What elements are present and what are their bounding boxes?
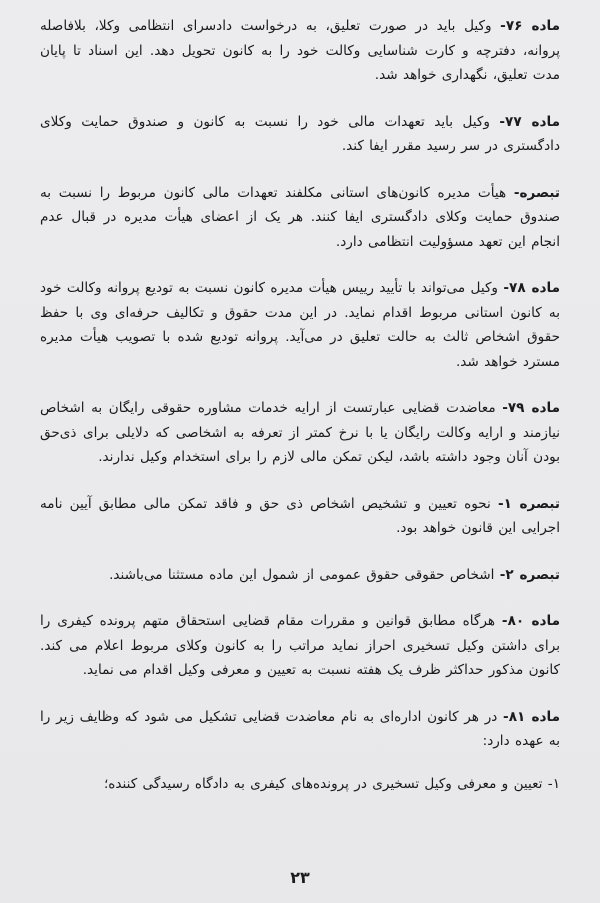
article-77 [40, 110, 560, 159]
article-text: وکیل می‌تواند با تأیید رییس هیأت مدیره کانون نسبت به تودیع پروانه وکالت خود به کانون استانی مربوط اقدام نماید. در این مدت حقوق و تکالیف حرفه‌ای وی با حفظ حقوق اشخاص ثالث به حالت تعلیق در می‌آید. پروانه تودیع شده با تصویب هیأت مدیره مسترد خواهد شد. [40, 280, 560, 370]
note-text: هیأت مدیره کانون‌های استانی مکلفند تعهدات مالی کانون مربوط را نسبت به صندوق حمایت وکلای دادگستری ایفا کنند. هر یک از اعضای هیأت مدیره در قبال عدم انجام این تعهد مسؤولیت انتظامی دارد. [40, 184, 560, 250]
article-label: ماده ۷۸- [503, 280, 560, 296]
note-label: تبصره- [513, 184, 560, 201]
page-number: ۲۳ [290, 868, 310, 887]
article-text: معاضدت قضایی عبارتست از ارایه خدمات مشاوره حقوقی رایگان به اشخاص نیازمند و ارایه وکالت رایگان یا با نرخ کمتر از تعرفه به اشخاصی که دلایلی برای ذی‌حق بودن آنان وجود داشته باشد، لیکن تمکن مالی لازم را برای استخدام وکیل ندارند. [40, 400, 560, 465]
note-text: نحوه تعیین و تشخیص اشخاص ذی حق و فاقد تمکن مالی مطابق آیین نامه اجرایی این قانون خواهد بود. [40, 495, 560, 536]
article-label: ماده ۷۶- [500, 18, 560, 34]
note-label: تبصره ۱- [497, 495, 560, 512]
article-text: در هر کانون اداره‌ای به نام معاضدت قضایی تشکیل می شود که وظایف زیر را به عهده دارد: [40, 708, 560, 749]
article-76 [40, 14, 560, 88]
article-78 [40, 276, 560, 374]
article-label: ماده ۷۹- [502, 400, 560, 416]
article-text: وکیل باید در صورت تعلیق، به درخواست دادسرای انتظامی وکلا، بلافاصله پروانه، دفترچه و کارت شناسایی وکالت خود را به کانون تحویل دهد. این اسناد تا پایان مدت تعلیق، نگهداری خواهد شد. [40, 18, 560, 83]
article-text: هرگاه مطابق قوانین و مقررات مقام قضایی استحقاق متهم پرونده کیفری را برای داشتن وکیل تسخیری احراز نماید مراتب را به کانون وکلای مربوط اعلام می کند. کانون مذکور حداکثر ظرف یک هفته نسبت به تعیین و معرفی وکیل اقدام می نماید. [40, 613, 560, 678]
note-text: اشخاص حقوقی حقوق عمومی از شمول این ماده مستثنا می‌باشند. [109, 566, 495, 583]
article-81 [40, 705, 560, 754]
note-label: تبصره ۲- [499, 566, 560, 583]
article-label: ماده ۸۰- [501, 613, 560, 629]
article-text: وکیل باید تعهدات مالی خود را نسبت به کانون و صندوق حمایت وکلای دادگستری در سر رسید مقرر ایفا کند. [40, 113, 560, 154]
article-80 [40, 609, 560, 683]
article-79 [40, 396, 560, 470]
note-1-article-79 [40, 492, 560, 541]
note-2-article-79 [40, 563, 560, 588]
article-81-item-1 [40, 772, 560, 797]
article-label: ماده ۷۷- [499, 113, 560, 130]
item-text: ۱- تعیین و معرفی وکیل تسخیری در پرونده‌های کیفری به دادگاه رسیدگی کننده؛ [103, 775, 560, 792]
article-label: ماده ۸۱- [503, 708, 560, 725]
note-article-77 [40, 181, 560, 255]
